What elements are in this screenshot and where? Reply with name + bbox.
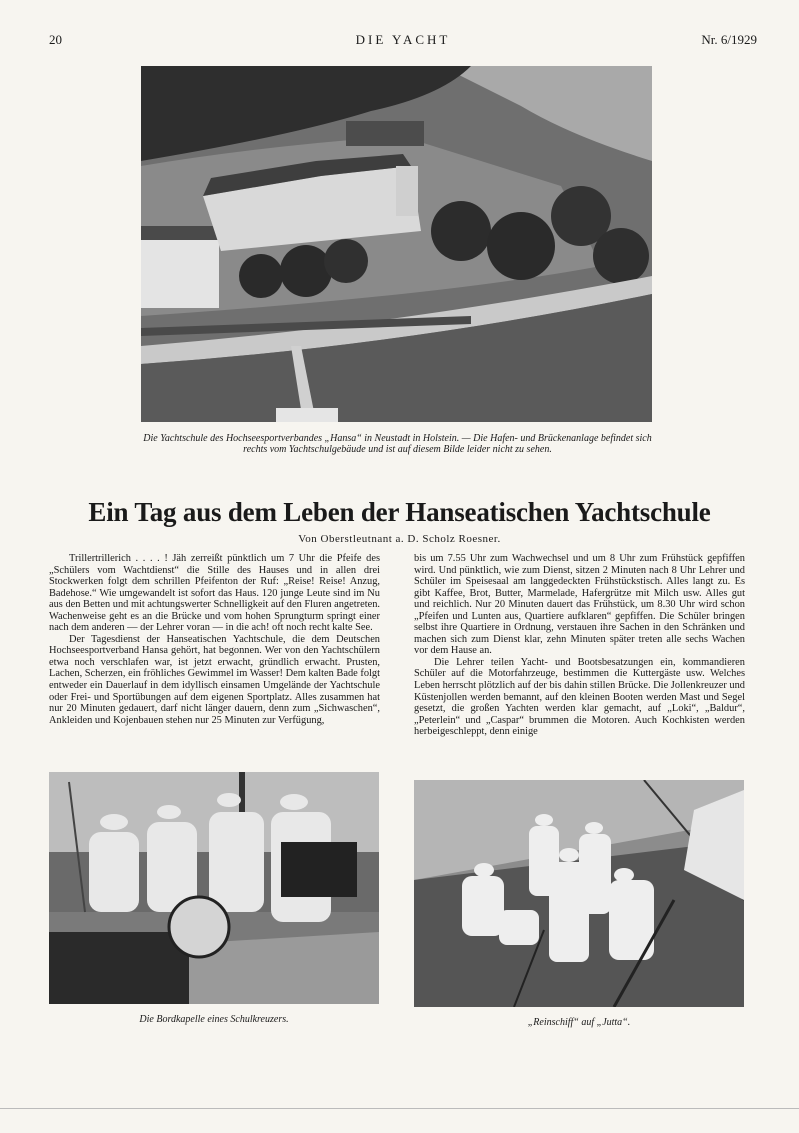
article-headline: Ein Tag aus dem Leben der Hanseatischen Yachtschule	[88, 497, 711, 527]
ship-band-photo	[49, 772, 379, 1004]
yacht-school-aerial-photo	[141, 66, 652, 422]
deck-cleaning-photo	[414, 780, 744, 1007]
article-right-column	[414, 553, 745, 738]
article-byline: Von Oberstleutnant a. D. Scholz Roesner.	[298, 533, 501, 545]
paragraph: Die Lehrer teilen Yacht- und Bootsbesatzungen ein, kommandieren Schüler auf die Motorfahrzeuge, bestimmen die Kuttergäste usw. Welches Leben herrscht plötzlich auf der bis dahin stillen Brücke. Die Jollenkreuzer und Küstenjollen werden bemannt, auf den kleinen Booten werden Mast und Segel gesetzt, die großen Yachten werden klar gemacht, auf „Loki“, „Baldur“, „Peterlein“ und „Caspar“ brummen die Motoren. Auch Kochkisten werden herbeigeschleppt, denn einige	[414, 656, 745, 738]
paragraph: bis um 7.55 Uhr zum Wachwechsel und um 8 Uhr zum Frühstück gepfiffen wird. Und pünktlich, wie zum Dienst, sitzen 2 Minuten nach 8 Uhr Lehrer und Schüler im Speisesaal am langgedeckten Frühstückstisch. Alles langt zu. Es gibt Kaffee, Brot, Butter, Marmelade, Hafergrütze mit Milch usw. Alles gut und reichlich. Nur 20 Minuten dauert das Frühstück, um 8.30 Uhr wird schon „Pfeifen und Lunten aus, Quartiere aufklaren“ gepfiffen. Die Schüler bringen selbst ihre Quartiere in Ordnung, verstauen ihre Sachen in den Schränken und machen sich zum Dienst klar, zehn Minuten später treten alle sechs Wachen vor dem Hause an.	[414, 553, 745, 657]
magazine-title: DIE YACHT	[355, 32, 451, 47]
page-number: 20	[49, 32, 62, 47]
bottom-right-caption: „Reinschiff“ auf „Jutta“.	[527, 1017, 631, 1028]
page-bottom-rule	[0, 1108, 799, 1109]
issue-number: Nr. 6/1929	[701, 32, 757, 47]
top-photo-caption: Die Yachtschule des Hochseesportverbandes „Hansa“ in Neustadt in Holstein. — Die Hafen- und Brückenanlage befindet sich rechts vom Yachtschulgebäude und ist auf diesem Bilde leider nicht zu sehen.	[143, 433, 652, 455]
article-left-column	[49, 553, 380, 726]
paragraph: Trillertrillerich . . . . ! Jäh zerreißt pünktlich um 7 Uhr die Pfeife des „Schülers vom Wachtdienst“ die Stille des Hauses und in allen drei Stockwerken folgt dem schrillen Pfeifenton der Ruf: „Reise! Reise! Anzug, Badehose.“ Wie umgewandelt ist sofort das Haus. 120 junge Leute sind im Nu aus den Betten und mit achtungswerter Schnelligkeit auf den Fluren angetreten. Wachenweise geht es an die Brücke und vom hohen Sprungturm springt einer nach dem anderen — der Lehrer voran — in die ach! oft noch recht kalte See.	[49, 553, 380, 634]
bottom-left-caption: Die Bordkapelle eines Schulkreuzers.	[139, 1014, 289, 1025]
paragraph: Der Tagesdienst der Hanseatischen Yachtschule, die dem Deutschen Hochseesportverband Hansa gehört, hat begonnen. Wer von den Yachtschülern etwa noch verschlafen war, ist jetzt erwacht, gründlich erwacht. Prusten, Lachen, Scherzen, ein fröhliches Gewimmel im Wasser! Dem kalten Bade folgt entweder ein Dauerlauf in dem idyllisch einsamen Umgelände der Yachtschule oder Frei- und Sportübungen auf dem eigenen Sportplatz. Alles zusammen hat nur 20 Minuten gedauert, darf nicht länger dauern, denn zum „Sichwaschen“, Ankleiden und Kojenbauen stehen nur 25 Minuten zur Verfügung,	[49, 633, 380, 726]
page-header	[49, 32, 757, 50]
